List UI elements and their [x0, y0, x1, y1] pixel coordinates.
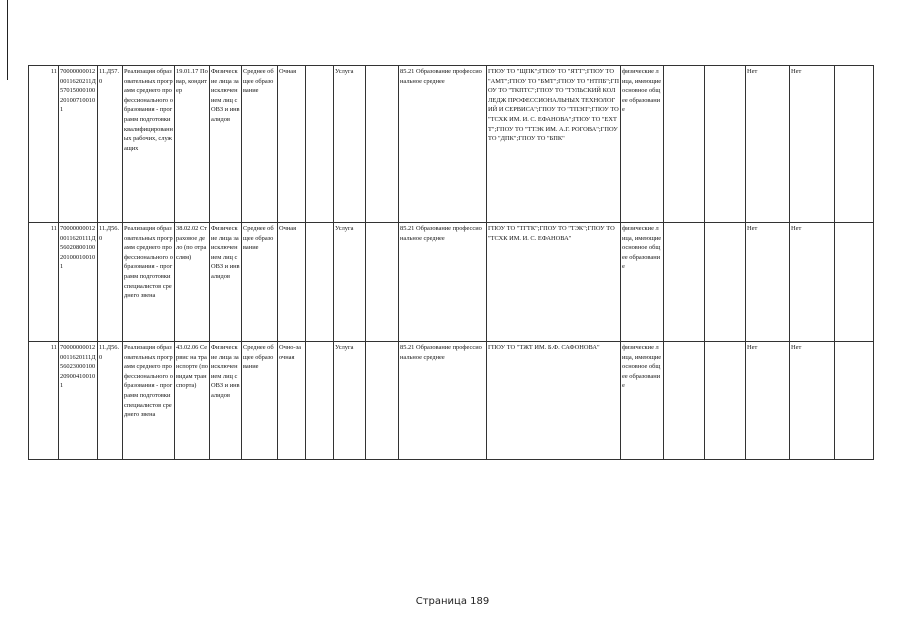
registry-table [28, 65, 874, 460]
education-level-cell: Среднее общее образование [242, 342, 278, 460]
service-code-cell: 11.Д57.0 [98, 66, 123, 223]
empty-cell [366, 223, 399, 342]
registry-rows [29, 66, 874, 460]
row-number-cell: 11 [29, 342, 59, 460]
category-cell: Физические лица за исключением лиц с ОВЗ и инвалидов [210, 66, 242, 223]
okved-cell: 85.21 Образование профессиональное среднее [399, 66, 487, 223]
paid-flag-cell: Нет [746, 223, 790, 342]
service-code-cell: 11.Д56.0 [98, 342, 123, 460]
empty-cell [705, 223, 746, 342]
kind-cell: Услуга [334, 342, 366, 460]
empty-cell [664, 342, 705, 460]
empty-cell [366, 342, 399, 460]
empty-cell [306, 342, 334, 460]
table-row [29, 223, 874, 342]
service-name-cell: Реализация образовательных программ среднего профессионального образования - программ подготовки специалистов среднего звена [123, 342, 175, 460]
study-form-cell: Очная [278, 223, 306, 342]
registry-number-cell: 700000000120011620111Д56023000100209004100101 [59, 342, 98, 460]
study-form-cell: Очная [278, 66, 306, 223]
row-number-cell: 11 [29, 223, 59, 342]
specialty-cell: 38.02.02 Страховое дело (по отраслям) [175, 223, 210, 342]
organizations-cell: ГПОУ ТО "ТЖТ ИМ. Б.Ф. САФОНОВА" [487, 342, 621, 460]
registry-number-cell: 700000000120011620111Д56020800100201000100101 [59, 223, 98, 342]
specialty-cell: 43.02.06 Сервис на транспорте (по видам транспорта) [175, 342, 210, 460]
paid-flag-cell: Нет [746, 342, 790, 460]
consumers-cell: физические лица, имеющие основное общее образование [621, 223, 664, 342]
empty-cell [664, 66, 705, 223]
paid-flag-cell: Нет [746, 66, 790, 223]
education-level-cell: Среднее общее образование [242, 223, 278, 342]
organizations-cell: ГПОУ ТО "ЩПК";ГПОУ ТО "ЯТТ";ГПОУ ТО "АМТ";ГПОУ ТО "БМТ";ГПОУ ТО "НТПБ";ГПОУ ТО "ТКПТС";ГПОУ ТО "ТУЛЬСКИЙ КОЛЛЕДЖ ПРОФЕССИОНАЛЬНЫХ ТЕХНОЛОГИЙ И СЕРВИСА";ГПОУ ТО "ТПЭП";ГПОУ ТО "ТСХК ИМ. И. С. ЕФАНОВА";ГПОУ ТО "ЕХТТ";ГПОУ ТО "ТТЭК ИМ. А.Г. РОГОВА";ГПОУ ТО "ДПК";ГПОУ ТО "БПК" [487, 66, 621, 223]
okved-cell: 85.21 Образование профессиональное среднее [399, 223, 487, 342]
education-level-cell: Среднее общее образование [242, 66, 278, 223]
empty-cell [835, 223, 874, 342]
empty-cell [366, 66, 399, 223]
table-row [29, 66, 874, 223]
registry-number-cell: 700000000120011620211Д57015000100201007100101 [59, 66, 98, 223]
category-cell: Физические лица за исключением лиц с ОВЗ и инвалидов [210, 223, 242, 342]
service-code-cell: 11.Д56.0 [98, 223, 123, 342]
service-name-cell: Реализация образовательных программ среднего профессионального образования - программ подготовки специалистов среднего звена [123, 223, 175, 342]
row-number-cell: 11 [29, 66, 59, 223]
page-number: Страница 189 [415, 596, 490, 607]
empty-cell [664, 223, 705, 342]
table-row [29, 342, 874, 460]
empty-cell [835, 66, 874, 223]
left-margin-rule [7, 0, 8, 80]
flag-cell: Нет [790, 342, 835, 460]
empty-cell [705, 342, 746, 460]
kind-cell: Услуга [334, 66, 366, 223]
empty-cell [705, 66, 746, 223]
flag-cell: Нет [790, 223, 835, 342]
specialty-cell: 19.01.17 Повар, кондитер [175, 66, 210, 223]
okved-cell: 85.21 Образование профессиональное среднее [399, 342, 487, 460]
study-form-cell: Очно-заочная [278, 342, 306, 460]
empty-cell [306, 66, 334, 223]
empty-cell [835, 342, 874, 460]
empty-cell [306, 223, 334, 342]
kind-cell: Услуга [334, 223, 366, 342]
consumers-cell: физические лица, имеющие основное общее образование [621, 342, 664, 460]
flag-cell: Нет [790, 66, 835, 223]
organizations-cell: ГПОУ ТО "ТГТК";ГПОУ ТО "ТЭК";ГПОУ ТО "ТСХК ИМ. И. С. ЕФАНОВА" [487, 223, 621, 342]
consumers-cell: физические лица, имеющие основное общее образование [621, 66, 664, 223]
service-name-cell: Реализация образовательных программ среднего профессионального образования - программ подготовки квалифицированных рабочих, служащих [123, 66, 175, 223]
category-cell: Физические лица за исключением лиц с ОВЗ и инвалидов [210, 342, 242, 460]
